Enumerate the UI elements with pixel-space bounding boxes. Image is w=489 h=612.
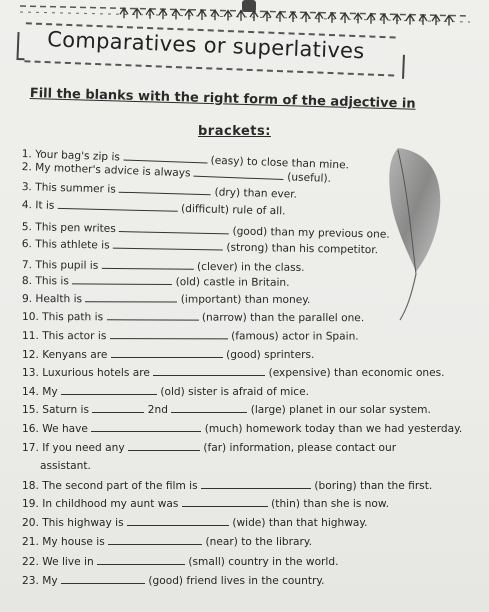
exercise-line <box>22 257 305 275</box>
arrow-mark <box>406 15 414 25</box>
exercise-line <box>22 496 389 511</box>
exercise-hint: (good) sprinters. <box>226 349 315 361</box>
exercise-line <box>22 421 462 436</box>
arrow-mark <box>328 13 336 23</box>
exercise-prompt: 17. If you need any <box>22 442 125 454</box>
answer-blank[interactable] <box>128 440 200 451</box>
exercise-hint: (important) than money. <box>180 293 311 307</box>
exercise-prompt: 5. This pen writes <box>21 220 116 235</box>
exercise-hint: (large) planet in our solar system. <box>250 404 431 416</box>
exercise-line <box>22 309 364 325</box>
exercise-prompt: 6. This athlete is <box>21 237 110 252</box>
answer-blank[interactable] <box>91 421 201 432</box>
exercise-line <box>22 440 396 455</box>
exercise-hint: (boring) than the first. <box>314 480 433 492</box>
answer-blank[interactable] <box>113 238 223 251</box>
arrow-mark <box>367 14 375 24</box>
instruction-text: Fill the blanks with the right form of the adjective in <box>29 86 416 112</box>
exercise-line <box>22 534 312 549</box>
exercise-line <box>22 384 309 399</box>
exercise-prompt: 1. Your bag's zip is <box>21 147 121 164</box>
exercise-line <box>22 273 290 290</box>
exercise-prompt: 14. My <box>22 386 58 398</box>
exercise-hint: (difficult) rule of all. <box>180 202 286 218</box>
answer-blank[interactable] <box>201 478 311 489</box>
exercise-prompt: assistant. <box>40 460 91 472</box>
exercise-line <box>22 365 445 380</box>
answer-blank[interactable] <box>97 554 185 565</box>
arrow-mark <box>302 12 310 22</box>
answer-blank[interactable] <box>119 221 229 234</box>
arrow-mark <box>289 12 297 22</box>
exercise-prompt: 13. Luxurious hotels are <box>22 367 150 379</box>
exercise-hint: (narrow) than the parallel one. <box>201 311 365 325</box>
answer-blank[interactable] <box>111 347 223 358</box>
exercise-line <box>22 291 310 307</box>
answer-blank[interactable] <box>92 402 144 413</box>
arrow-mark <box>393 14 401 24</box>
instruction-text-brackets: brackets: <box>198 124 271 139</box>
exercise-prompt: 16. We have <box>22 423 88 435</box>
title-dash-bottom <box>24 60 394 76</box>
exercise-hint: (good) than my previous one. <box>232 225 390 241</box>
exercise-prompt: 19. In childhood my aunt was <box>22 498 179 510</box>
exercise-line <box>22 328 359 344</box>
exercise-hint: (good) friend lives in the country. <box>148 575 325 587</box>
exercise-hint: (expensive) than economic ones. <box>268 367 445 379</box>
exercise-line <box>22 478 432 493</box>
arrow-mark <box>172 9 180 19</box>
answer-blank[interactable] <box>72 273 172 285</box>
exercise-line <box>22 515 368 530</box>
exercise-prompt: 22. We live in <box>22 556 94 568</box>
answer-blank[interactable] <box>106 309 198 320</box>
arrow-mark <box>432 15 440 25</box>
answer-blank[interactable] <box>171 402 247 413</box>
arrow-mark <box>120 8 128 18</box>
title-frame <box>16 20 398 95</box>
answer-blank[interactable] <box>153 365 265 376</box>
exercise-prompt: 21. My house is <box>22 536 105 548</box>
exercise-hint: (old) sister is afraid of mice. <box>160 386 310 398</box>
exercise-line <box>40 460 91 473</box>
answer-blank[interactable] <box>110 328 228 339</box>
exercise-hint: (small) country in the world. <box>188 556 339 568</box>
arrow-mark <box>146 9 154 19</box>
exercise-hint: (clever) in the class. <box>196 260 305 274</box>
answer-blank[interactable] <box>85 291 177 302</box>
answer-blank[interactable] <box>102 258 194 270</box>
arrow-mark <box>263 11 271 21</box>
answer-blank[interactable] <box>127 515 229 526</box>
exercise-prompt: 2. My mother's advice is always <box>21 160 191 180</box>
answer-blank[interactable] <box>61 573 145 584</box>
exercise-hint: (useful). <box>286 171 332 185</box>
exercise-prompt: 7. This pupil is <box>21 258 99 272</box>
arrow-mark <box>354 13 362 23</box>
answer-blank[interactable] <box>61 384 157 395</box>
answer-blank[interactable] <box>194 166 284 180</box>
exercise-prompt: 20. This highway is <box>22 517 124 529</box>
exercise-prompt: 15. Saturn is <box>22 404 90 416</box>
arrow-mark <box>198 10 206 20</box>
arrow-mark <box>185 10 193 20</box>
exercise-prompt: 23. My <box>22 575 58 587</box>
answer-blank[interactable] <box>123 150 207 164</box>
arrow-mark <box>159 9 167 19</box>
arrow-mark <box>211 10 219 20</box>
exercise-hint: (dry) than ever. <box>214 186 298 201</box>
exercise-hint: (thin) than she is now. <box>271 498 389 510</box>
page-title: Comparatives or superlatives <box>46 27 365 64</box>
arrow-mark <box>445 15 453 25</box>
exercise-prompt: 18. The second part of the film is <box>22 480 198 492</box>
exercise-line <box>22 347 314 362</box>
exercise-hint: (strong) than his competitor. <box>226 241 379 257</box>
answer-blank[interactable] <box>58 198 178 212</box>
exercise-prompt: 12. Kenyans are <box>22 349 108 361</box>
arrow-mark <box>276 12 284 22</box>
exercise-hint: (wide) than that highway. <box>232 517 368 529</box>
exercise-hint: (easy) to close than mine. <box>210 154 350 172</box>
exercise-hint: (near) to the library. <box>205 536 312 548</box>
exercise-prompt: 10. This path is <box>21 311 104 324</box>
exercise-hint: (old) castle in Britain. <box>175 276 290 289</box>
arrow-mark <box>315 13 323 23</box>
title-bracket-left <box>16 32 25 60</box>
answer-blank[interactable] <box>108 534 202 545</box>
exercise-prompt: 3. This summer is <box>21 180 116 196</box>
exercise-prompt: 11. This actor is <box>21 330 107 343</box>
arrow-mark <box>419 15 427 25</box>
arrow-mark <box>237 11 245 21</box>
arrow-mark <box>133 9 141 19</box>
exercise-line <box>22 554 338 569</box>
arrow-mark <box>224 11 232 21</box>
exercise-prompt: 9. Health is <box>21 293 83 306</box>
exercise-line <box>22 573 324 588</box>
exercise-hint: (famous) actor in Spain. <box>231 330 359 343</box>
arrow-mark <box>341 13 349 23</box>
exercise-hint: (much) homework today than we had yesterday. <box>204 423 463 435</box>
exercise-prompt: 4. It is <box>21 198 55 212</box>
arrow-mark <box>380 14 388 24</box>
exercise-line <box>22 402 431 417</box>
answer-blank[interactable] <box>119 182 211 196</box>
title-bracket-right <box>396 55 405 79</box>
answer-blank[interactable] <box>182 496 268 507</box>
exercise-prompt: 8. This is <box>21 274 69 288</box>
arrow-mark <box>250 11 258 21</box>
exercise-mid-text: 2nd <box>147 404 168 416</box>
exercise-hint: (far) information, please contact our <box>203 442 397 454</box>
